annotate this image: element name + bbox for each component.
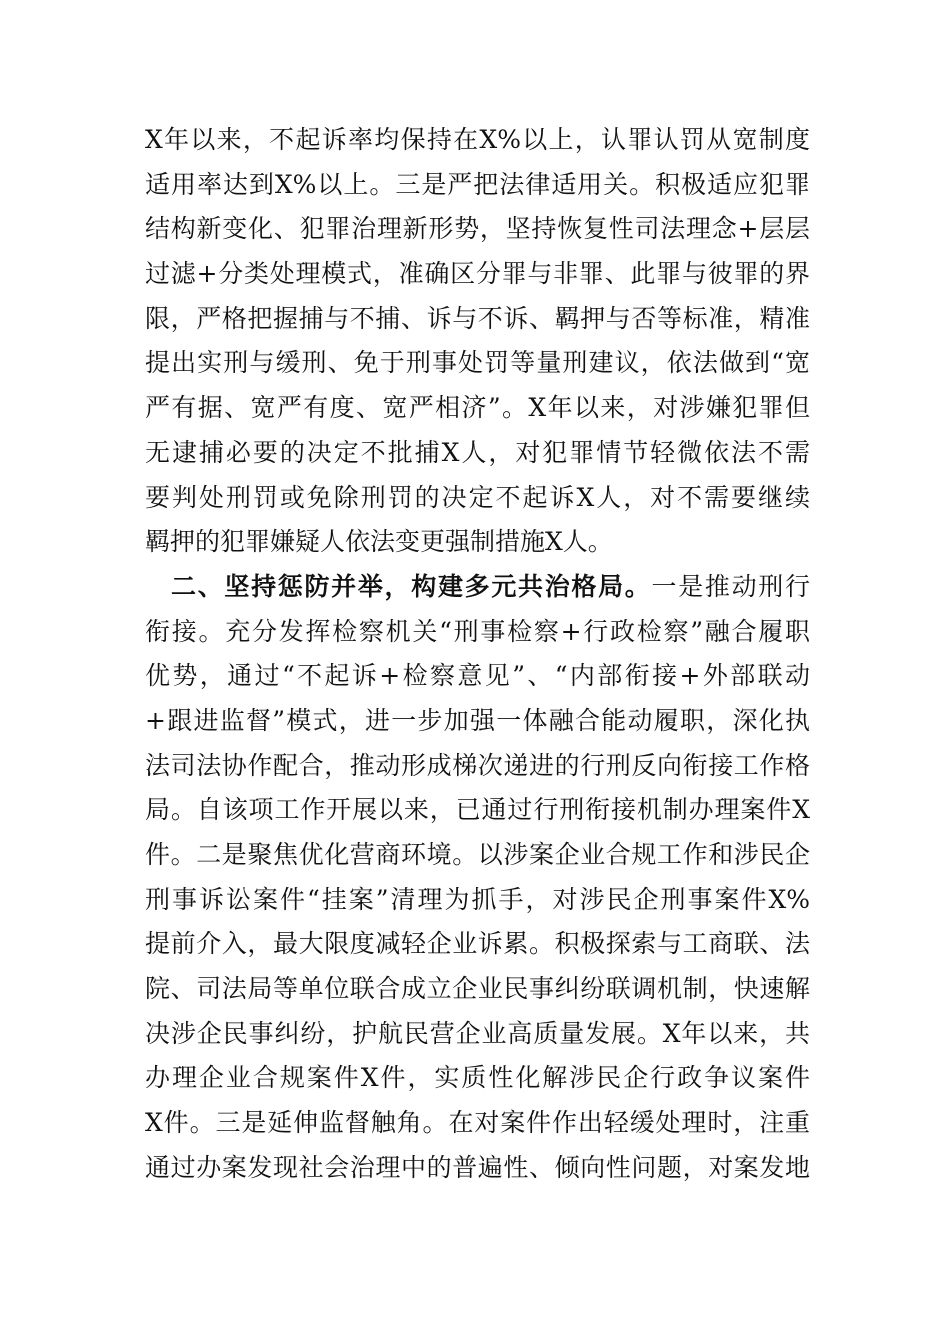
paragraph-line: 严有据、宽严有度、宽严相济”。X年以来，对涉嫌犯罪但 xyxy=(145,393,810,423)
section-heading: 二、坚持惩防并举，构建多元共治格局。 xyxy=(171,571,652,601)
paragraph-line: 无逮捕必要的决定不批捕X人，对犯罪情节轻微依法不需 xyxy=(145,437,810,467)
section-heading-line xyxy=(145,565,810,610)
paragraph-line: X年以来，不起诉率均保持在X%以上，认罪认罚从宽制度 xyxy=(145,125,810,154)
section-heading-rest: 一是推动刑行 xyxy=(651,571,810,601)
paragraph-line: 局。自该项工作开展以来，已通过行刑衔接机制办理案件X xyxy=(145,795,810,825)
paragraph-line: +跟进监督”模式，进一步加强一体融合能动履职，深化执 xyxy=(145,705,810,735)
paragraph-line: 法司法协作配合，推动形成梯次递进的行刑反向衔接工作格 xyxy=(145,750,810,780)
paragraph-line: 通过办案发现社会治理中的普遍性、倾向性问题，对案发地 xyxy=(145,1152,810,1182)
paragraph-line: 限，严格把握捕与不捕、诉与不诉、羁押与否等标准，精准 xyxy=(145,303,810,333)
paragraph-line: 院、司法局等单位联合成立企业民事纠纷联调机制，快速解 xyxy=(145,974,810,1004)
paragraph-line: 提前介入，最大限度减轻企业诉累。积极探索与工商联、法 xyxy=(145,929,810,959)
paragraph-line: 羁押的犯罪嫌疑人依法变更强制措施X人。 xyxy=(145,527,613,557)
paragraph-line: 办理企业合规案件X件，实质性化解涉民企行政争议案件 xyxy=(145,1063,810,1093)
paragraph-line: 结构新变化、犯罪治理新形势，坚持恢复性司法理念+层层 xyxy=(145,214,810,244)
paragraph-line: 过滤+分类处理模式，准确区分罪与非罪、此罪与彼罪的界 xyxy=(145,259,810,289)
paragraph-line: 优势，通过“不起诉+检察意见”、“内部衔接+外部联动 xyxy=(145,661,810,691)
paragraph-line: 决涉企民事纠纷，护航民营企业高质量发展。X年以来，共 xyxy=(145,1018,810,1048)
paragraph-line: 适用率达到X%以上。三是严把法律适用关。积极适应犯罪 xyxy=(145,169,810,199)
paragraph-line: 件。二是聚焦优化营商环境。以涉案企业合规工作和涉民企 xyxy=(145,840,810,869)
paragraph-line: X件。三是延伸监督触角。在对案件作出轻缓处理时，注重 xyxy=(145,1108,810,1138)
paragraph-line: 提出实刑与缓刑、免于刑事处罚等量刑建议，依法做到“宽 xyxy=(145,348,810,378)
paragraph-line: 刑事诉讼案件“挂案”清理为抓手，对涉民企刑事案件X% xyxy=(145,884,810,914)
paragraph-line: 要判处刑罚或免除刑罚的决定不起诉X人，对不需要继续 xyxy=(145,482,810,512)
paragraph-line: 衔接。充分发挥检察机关“刑事检察+行政检察”融合履职 xyxy=(145,616,810,646)
document-body xyxy=(145,118,810,1191)
